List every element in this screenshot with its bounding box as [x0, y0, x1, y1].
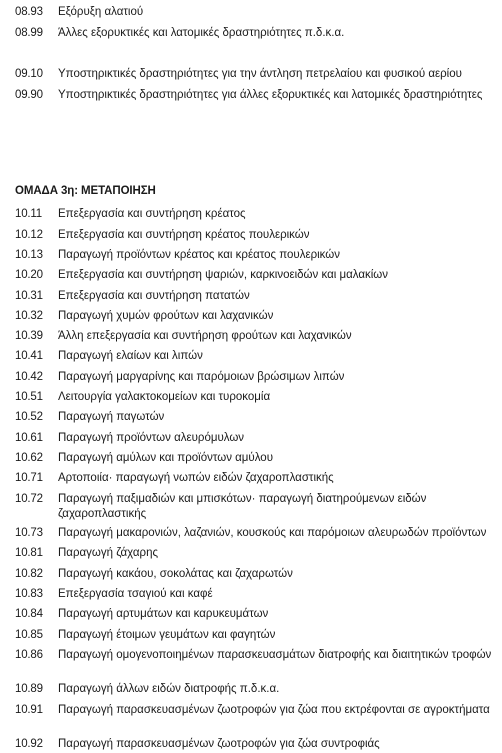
- activity-description: Παραγωγή ελαίων και λιπών: [58, 350, 203, 362]
- activity-code: 10.81: [15, 547, 43, 559]
- activity-code: 10.41: [15, 350, 43, 362]
- activity-description: Επεξεργασία και συντήρηση κρέατος: [58, 208, 246, 220]
- activity-description: Παραγωγή παρασκευασμένων ζωοτροφών για ζώα συντροφιάς: [58, 738, 380, 750]
- activity-code: 10.39: [15, 330, 43, 342]
- activity-code: 10.42: [15, 371, 43, 383]
- activity-description: Παραγωγή έτοιμων γευμάτων και φαγητών: [58, 629, 276, 641]
- activity-description: Παραγωγή κακάου, σοκολάτας και ζαχαρωτών: [58, 568, 293, 580]
- activity-code: 10.92: [15, 738, 43, 750]
- activity-code: 08.93: [15, 6, 43, 18]
- activity-code: 10.71: [15, 472, 43, 484]
- activity-description: Παραγωγή άλλων ειδών διατροφής π.δ.κ.α.: [58, 683, 280, 695]
- activity-code: 10.73: [15, 527, 43, 539]
- activity-description: Παραγωγή παξιμαδιών και μπισκότων· παραγωγή διατηρούμενων ειδών ζαχαροπλαστικής: [58, 493, 427, 520]
- activity-code: 10.62: [15, 452, 43, 464]
- activity-description: Παραγωγή ομογενοποιημένων παρασκευασμάτων διατροφής και διαιτητικών τροφών: [58, 649, 492, 661]
- activity-code: 10.89: [15, 683, 43, 695]
- activity-description: Παραγωγή αμύλων και προϊόντων αμύλου: [58, 452, 273, 464]
- activity-code: 10.32: [15, 310, 43, 322]
- activity-code: 09.90: [15, 89, 43, 101]
- activity-code: 10.20: [15, 269, 43, 281]
- activity-description: Επεξεργασία και συντήρηση πατατών: [58, 290, 250, 302]
- activity-code: 10.52: [15, 411, 43, 423]
- activity-code: 10.13: [15, 249, 43, 261]
- activity-code: 10.85: [15, 629, 43, 641]
- group-heading: ΟΜΑΔΑ 3η: ΜΕΤΑΠΟΙΗΣΗ: [15, 185, 156, 197]
- activity-description: Υποστηρικτικές δραστηριότητες για την άντληση πετρελαίου και φυσικού αερίου: [58, 68, 462, 80]
- activity-description: Λειτουργία γαλακτοκομείων και τυροκομία: [58, 391, 271, 403]
- activity-description: Παραγωγή αρτυμάτων και καρυκευμάτων: [58, 608, 269, 620]
- activity-code: 10.51: [15, 391, 43, 403]
- activity-description: Παραγωγή προϊόντων αλευρόμυλων: [58, 432, 245, 444]
- activity-description: Παραγωγή παρασκευασμένων ζωοτροφών για ζώα που εκτρέφονται σε αγροκτήματα: [58, 704, 490, 716]
- activity-code: 10.31: [15, 290, 43, 302]
- activity-code: 10.12: [15, 229, 43, 241]
- activity-description: Αρτοποιία· παραγωγή νωπών ειδών ζαχαροπλαστικής: [58, 472, 334, 484]
- activity-description: Παραγωγή χυμών φρούτων και λαχανικών: [58, 310, 274, 322]
- activity-code: 10.84: [15, 608, 43, 620]
- activity-code: 10.11: [15, 208, 42, 220]
- activity-description: Παραγωγή παγωτών: [58, 411, 165, 423]
- activity-description: Παραγωγή μαργαρίνης και παρόμοιων βρώσιμων λιπών: [58, 371, 345, 383]
- activity-code: 10.83: [15, 588, 43, 600]
- activity-code: 10.91: [15, 704, 43, 716]
- activity-code: 10.61: [15, 432, 43, 444]
- activity-description: Εξόρυξη αλατιού: [58, 6, 144, 18]
- activity-description: Επεξεργασία και συντήρηση ψαριών, καρκινοειδών και μαλακίων: [58, 269, 389, 281]
- activity-description: Παραγωγή μακαρονιών, λαζανιών, κουσκούς και παρόμοιων αλευρωδών προϊόντων: [58, 527, 487, 539]
- activity-description: Παραγωγή προϊόντων κρέατος και κρέατος πουλερικών: [58, 249, 341, 261]
- activity-description: Επεξεργασία τσαγιού και καφέ: [58, 588, 213, 600]
- activity-code: 10.82: [15, 568, 43, 580]
- activity-description: Άλλη επεξεργασία και συντήρηση φρούτων και λαχανικών: [58, 330, 352, 342]
- activity-code: 08.99: [15, 27, 43, 39]
- activity-description: Επεξεργασία και συντήρηση κρέατος πουλερικών: [58, 229, 310, 241]
- activity-code: 09.10: [15, 68, 43, 80]
- activity-description: Υποστηρικτικές δραστηριότητες για άλλες εξορυκτικές και λατομικές δραστηριότητες: [58, 89, 483, 101]
- activity-code: 10.72: [15, 493, 43, 505]
- activity-code: 10.86: [15, 649, 43, 661]
- activity-description: Άλλες εξορυκτικές και λατομικές δραστηριότητες π.δ.κ.α.: [58, 27, 345, 39]
- activity-description: Παραγωγή ζάχαρης: [58, 547, 159, 559]
